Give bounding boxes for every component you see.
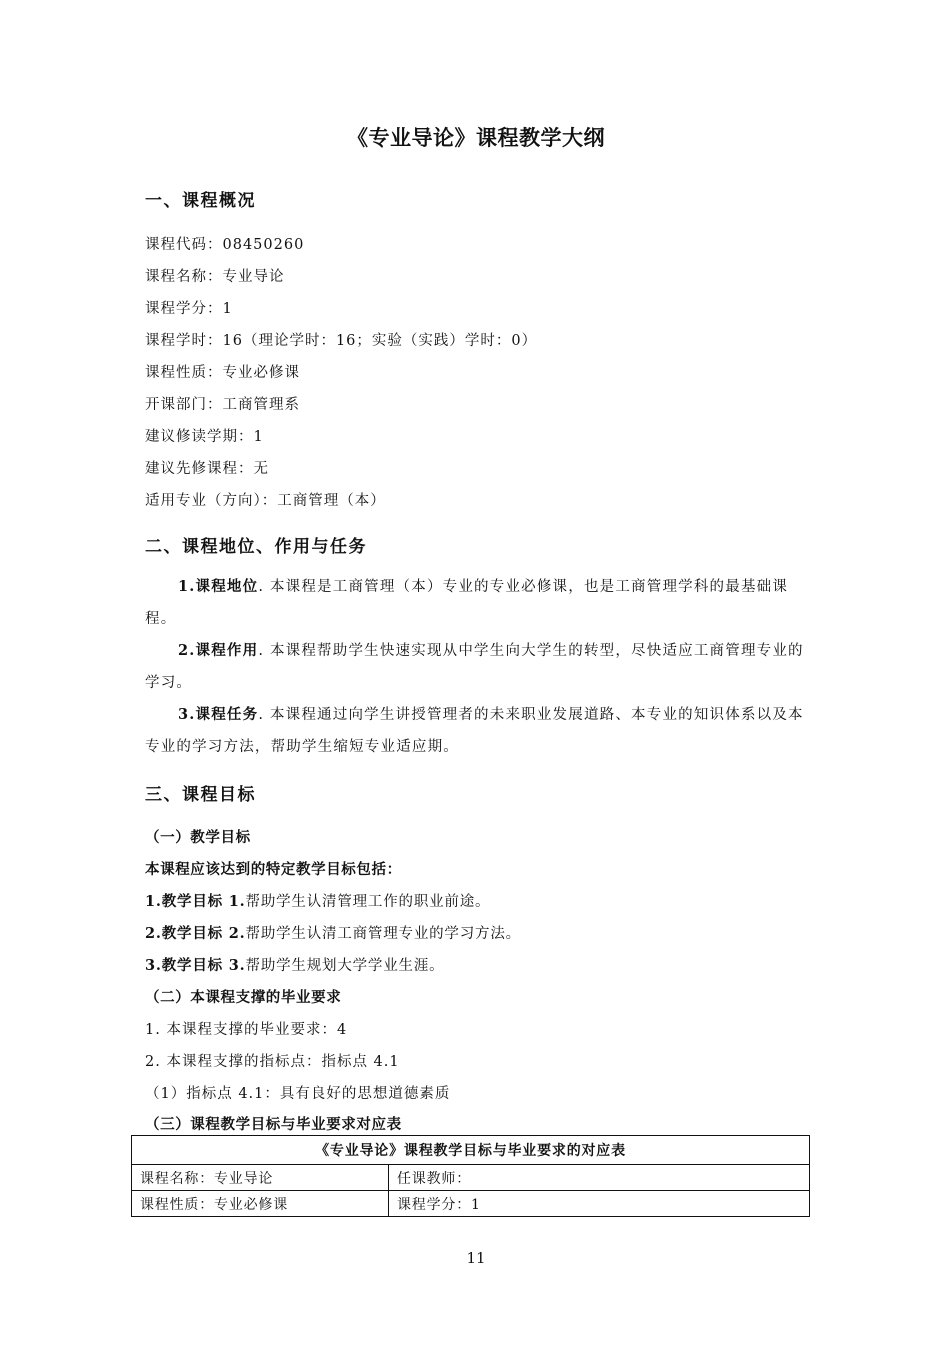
department-line: 开课部门：工商管理系 [145, 397, 300, 413]
goal-text: 帮助学生认清管理工作的职业前途。 [245, 894, 491, 910]
paragraph-lead: 2.课程作用 [178, 642, 259, 659]
course-nature-line: 课程性质：专业必修课 [145, 365, 300, 381]
indicator-detail-line: （1）指标点 4.1：具有良好的思想道德素质 [145, 1086, 451, 1102]
paragraph-task [145, 699, 810, 763]
table-header-row [132, 1136, 810, 1165]
course-name-line: 课程名称：专业导论 [145, 269, 285, 285]
requirement-line: 1. 本课程支撑的毕业要求：4 [145, 1022, 348, 1038]
table-row [132, 1191, 810, 1217]
table-cell: 课程名称：专业导论 [132, 1165, 389, 1191]
goal-lead: 1.教学目标 1. [145, 893, 246, 910]
goal-item [145, 890, 490, 911]
table-cell: 课程性质：专业必修课 [132, 1191, 389, 1217]
subheading-mapping-table: （三）课程教学目标与毕业要求对应表 [145, 1116, 402, 1133]
paragraph-role [145, 635, 810, 699]
course-hours-line: 课程学时：16（理论学时：16；实验（实践）学时：0） [145, 333, 538, 349]
goals-intro: 本课程应该达到的特定教学目标包括： [145, 861, 402, 878]
goal-text: 帮助学生认清工商管理专业的学习方法。 [245, 926, 521, 942]
semester-line: 建议修读学期：1 [145, 429, 264, 445]
major-line: 适用专业（方向）：工商管理（本） [145, 493, 386, 509]
section-heading-overview: 一、课程概况 [145, 191, 256, 211]
paragraph-text: . 本课程帮助学生快速实现从中学生向大学生的转型，尽快适应工商管理专业的学习。 [145, 643, 804, 691]
goal-item [145, 954, 444, 975]
prerequisite-line: 建议先修课程：无 [145, 461, 269, 477]
goal-item [145, 922, 521, 943]
paragraph-position [145, 571, 810, 635]
table-row [132, 1165, 810, 1191]
section-heading-objectives: 三、课程目标 [145, 785, 256, 805]
paragraph-text: . 本课程通过向学生讲授管理者的未来职业发展道路、本专业的知识体系以及本专业的学习方法，帮助学生缩短专业适应期。 [145, 707, 804, 755]
subheading-teaching-goals: （一）教学目标 [145, 829, 251, 846]
subheading-graduation-requirements: （二）本课程支撑的毕业要求 [145, 989, 342, 1006]
section-heading-position: 二、课程地位、作用与任务 [145, 537, 367, 557]
paragraph-text: . 本课程是工商管理（本）专业的专业必修课，也是工商管理学科的最基础课程。 [145, 579, 789, 627]
paragraph-lead: 3.课程任务 [178, 706, 259, 723]
course-code-line: 课程代码：08450260 [145, 237, 305, 253]
table-cell: 任课教师： [389, 1165, 810, 1191]
course-credit-line: 课程学分：1 [145, 301, 233, 317]
table-cell: 课程学分：1 [389, 1191, 810, 1217]
goal-lead: 3.教学目标 3. [145, 957, 246, 974]
goal-text: 帮助学生规划大学学业生涯。 [245, 958, 445, 974]
page-number: 11 [466, 1249, 486, 1267]
indicator-line: 2. 本课程支撑的指标点：指标点 4.1 [145, 1054, 400, 1070]
document-title: 《专业导论》课程教学大纲 [347, 125, 605, 150]
table-header: 《专业导论》课程教学目标与毕业要求的对应表 [132, 1136, 810, 1165]
goal-lead: 2.教学目标 2. [145, 925, 246, 942]
paragraph-lead: 1.课程地位 [178, 578, 259, 595]
mapping-table [131, 1135, 810, 1217]
